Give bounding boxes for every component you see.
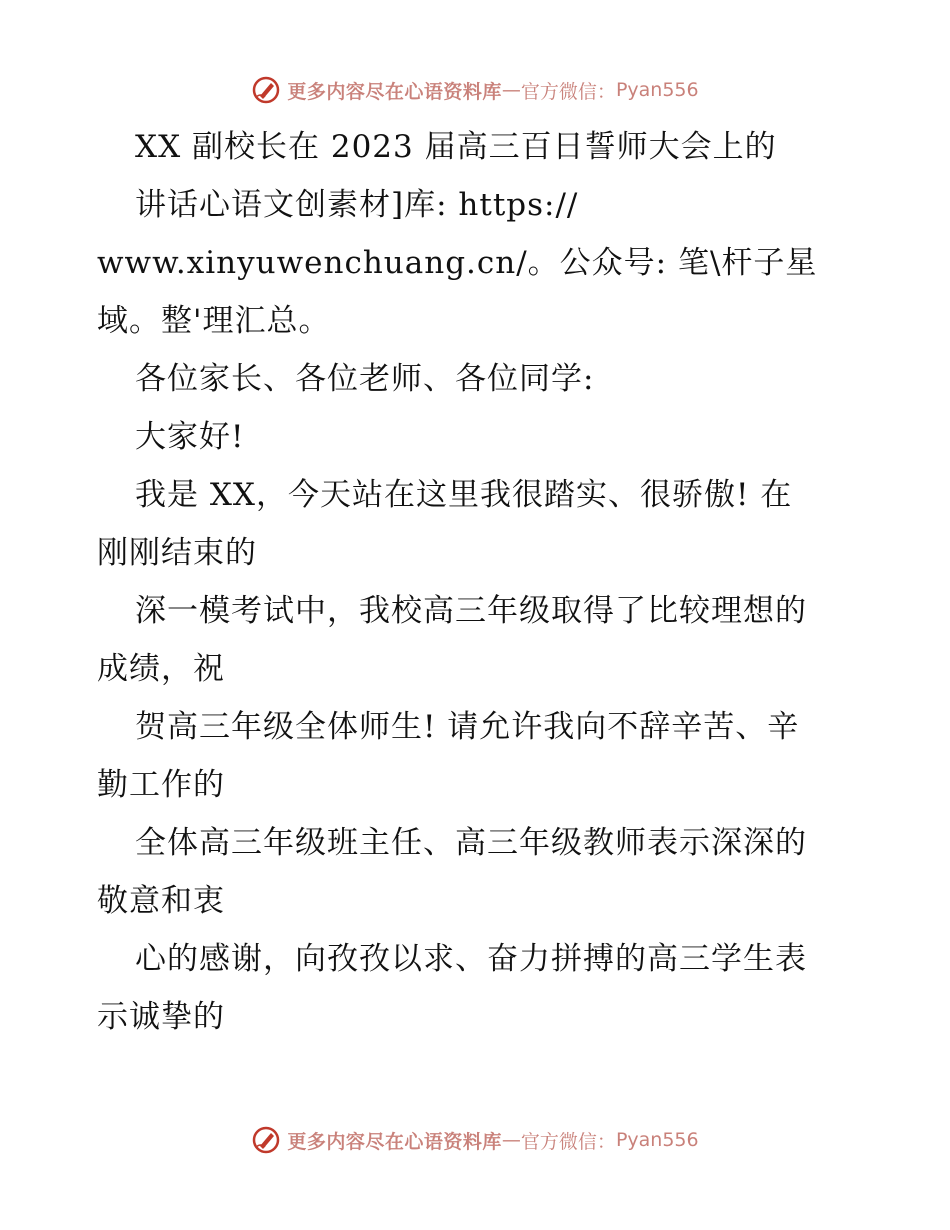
text-line: 勤工作的 (97, 767, 225, 803)
promo-text: 更多内容尽在心语资料库 (287, 80, 502, 103)
banner-dash: — (501, 1129, 521, 1151)
wechat-label: 官方微信： (520, 1130, 616, 1153)
text-line: www.xinyuwenchuang.cn/。公众号: 笔\杆子星 (97, 245, 818, 281)
text-line: 心的感谢，向孜孜以求、奋力拼搏的高三学生表 (135, 941, 807, 977)
text-line: 我是 XX，今天站在这里我很踏实、很骄傲! 在 (135, 477, 793, 513)
text-line: 贺高三年级全体师生! 请允许我向不辞辛苦、辛 (135, 709, 800, 745)
text-line: 示诚挚的 (97, 999, 225, 1035)
pen-logo-icon (251, 1125, 281, 1155)
document-body (97, 118, 867, 1046)
wechat-id: Pyan556 (615, 79, 699, 101)
text-line: 刚刚结束的 (97, 535, 257, 571)
banner-dash: — (501, 79, 521, 101)
wechat-id: Pyan556 (615, 1129, 699, 1151)
text-line: 深一模考试中，我校高三年级取得了比较理想的 (135, 593, 807, 629)
text-line: 大家好! (135, 419, 245, 455)
pen-logo-icon (251, 75, 281, 105)
text-line: 全体高三年级班主任、高三年级教师表示深深的 (135, 825, 807, 861)
footer-banner (0, 1120, 950, 1160)
text-line: 域。整'理汇总。 (97, 303, 331, 339)
wechat-label: 官方微信： (520, 80, 616, 103)
promo-text: 更多内容尽在心语资料库 (287, 1130, 502, 1153)
text-line: 成绩，祝 (97, 651, 225, 687)
text-line: 敬意和衷 (97, 883, 225, 919)
text-line: XX 副校长在 2023 届高三百日誓师大会上的 (135, 129, 777, 165)
header-banner (0, 70, 950, 110)
text-line: 各位家长、各位老师、各位同学: (135, 361, 595, 397)
text-line: 讲话心语文创素材]库: https:// (135, 187, 579, 223)
